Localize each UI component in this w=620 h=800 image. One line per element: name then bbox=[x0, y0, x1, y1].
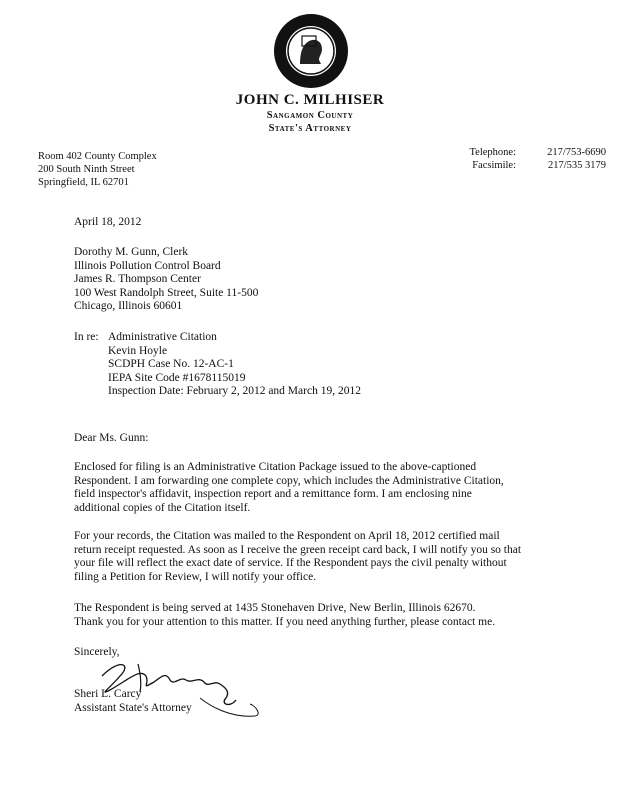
facsimile-label: Facsimile: bbox=[472, 160, 516, 171]
county-seal bbox=[272, 12, 350, 90]
county-seal-graphic bbox=[272, 12, 350, 90]
recipient-line: Dorothy M. Gunn, Clerk bbox=[74, 246, 189, 258]
in-re-line: Administrative Citation bbox=[108, 331, 217, 343]
salutation: Dear Ms. Gunn: bbox=[74, 432, 149, 444]
recipient-line: 100 West Randolph Street, Suite 11-500 bbox=[74, 286, 259, 299]
telephone-row bbox=[458, 146, 606, 159]
paragraph-line: additional copies of the Citation itself. bbox=[74, 501, 251, 514]
paragraph-1 bbox=[74, 461, 574, 515]
paragraph-line: Thank you for your attention to this matter. If you need anything further, please contact me. bbox=[74, 615, 496, 628]
paragraph-line: field inspector's affidavit, inspection report and a remittance form. I am enclosing nine bbox=[74, 488, 472, 501]
letterhead-name: JOHN C. MILHISER bbox=[235, 92, 385, 108]
in-re-line: Inspection Date: February 2, 2012 and March 19, 2012 bbox=[108, 385, 361, 398]
contact-block bbox=[458, 146, 606, 172]
return-address-line: Springfield, IL 62701 bbox=[38, 177, 129, 188]
paragraph-line: For your records, the Citation was mailed to the Respondent on April 18, 2012 certified mail bbox=[74, 530, 500, 542]
in-re-block bbox=[108, 331, 361, 399]
letterhead-county: Sangamon County bbox=[266, 110, 354, 121]
recipient-line: Chicago, Illinois 60601 bbox=[74, 300, 183, 313]
facsimile-number: 217/535 3179 bbox=[547, 160, 606, 171]
paragraph-line: Enclosed for filing is an Administrative Citation Package issued to the above-captioned bbox=[74, 461, 477, 473]
signer-name: Sheri L. Carcy bbox=[74, 688, 142, 700]
telephone-number: 217/753-6690 bbox=[547, 147, 606, 158]
closing: Sincerely, bbox=[74, 646, 120, 658]
in-re-label: In re: bbox=[74, 331, 99, 343]
paragraph-3 bbox=[74, 602, 574, 629]
in-re-line: SCDPH Case No. 12-AC-1 bbox=[108, 358, 234, 371]
telephone-label: Telephone: bbox=[469, 147, 516, 158]
return-address-line: Room 402 County Complex bbox=[38, 151, 157, 162]
in-re-line: Kevin Hoyle bbox=[108, 344, 168, 357]
paragraph-2 bbox=[74, 530, 574, 584]
letter-date: April 18, 2012 bbox=[74, 216, 142, 228]
letterhead-office: State's Attorney bbox=[268, 123, 352, 134]
recipient-line: Illinois Pollution Control Board bbox=[74, 259, 221, 272]
recipient-line: James R. Thompson Center bbox=[74, 273, 201, 286]
paragraph-line: Respondent. I am forwarding one complete copy, which includes the Administrative Citation, bbox=[74, 474, 504, 487]
return-address bbox=[38, 150, 157, 189]
return-address-line: 200 South Ninth Street bbox=[38, 164, 135, 175]
facsimile-row bbox=[458, 159, 606, 172]
paragraph-line: The Respondent is being served at 1435 Stonehaven Drive, New Berlin, Illinois 62670. bbox=[74, 602, 476, 614]
recipient-address bbox=[74, 246, 258, 314]
in-re-line: IEPA Site Code #1678115019 bbox=[108, 371, 246, 384]
paragraph-line: filing a Petition for Review, I will notify your office. bbox=[74, 570, 317, 583]
paragraph-line: your file will reflect the exact date of service. If the Respondent pays the civil penalty without bbox=[74, 557, 507, 570]
paragraph-line: return receipt requested. As soon as I receive the green receipt card back, I will notify you so that bbox=[74, 543, 522, 556]
signer-title: Assistant State's Attorney bbox=[74, 702, 192, 714]
